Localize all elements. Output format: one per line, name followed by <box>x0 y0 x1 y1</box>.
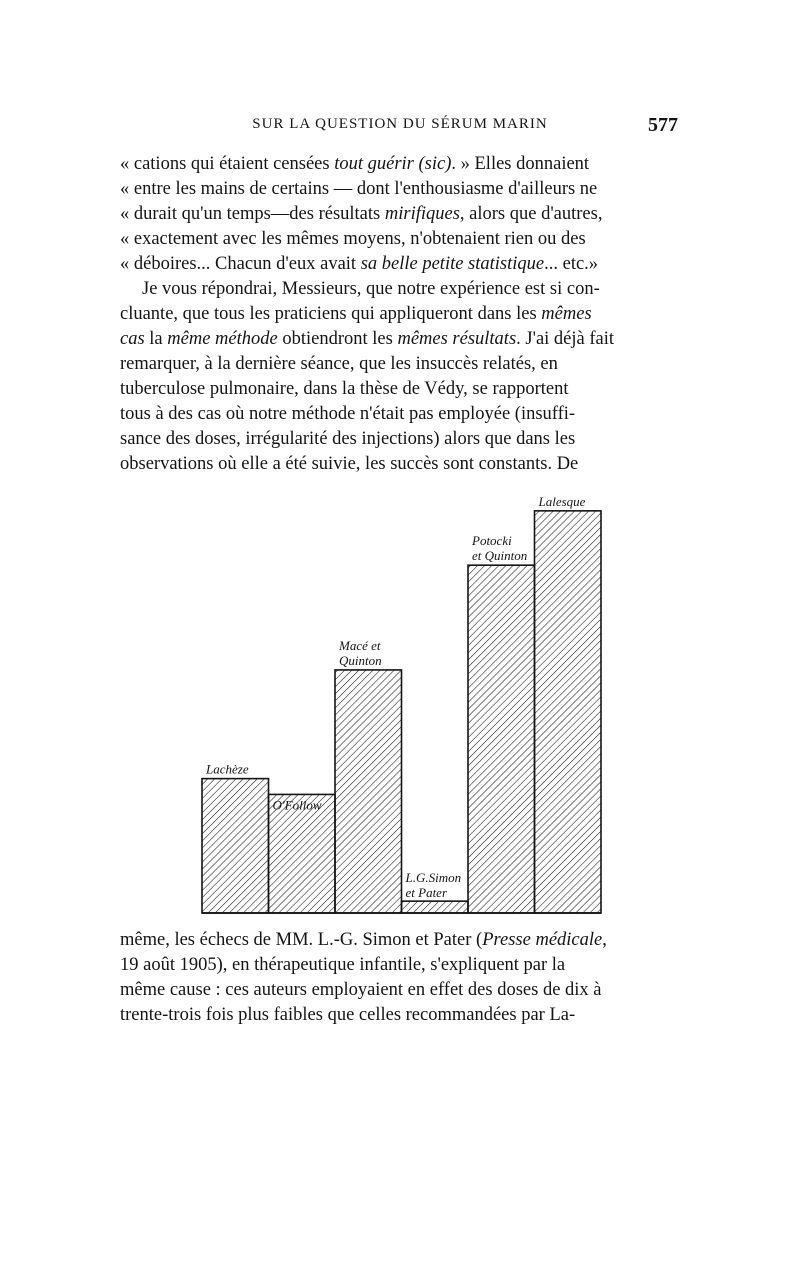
text-span: . » Elles donnaient <box>451 154 590 174</box>
bar-label-4-1: et Quinton <box>472 548 528 564</box>
bar-label-4-0: Potocki <box>472 533 512 549</box>
text-line <box>120 1003 676 1028</box>
body-text-bottom <box>120 928 676 1028</box>
bar-label-3-1: et Pater <box>405 885 448 901</box>
text-span: Je vous répondrai, Messieurs, que notre expérience est si con- <box>142 279 600 299</box>
text-span: tuberculose pulmonaire, dans la thèse de Védy, se rapportent <box>120 379 569 399</box>
italic-text: même méthode <box>167 329 278 349</box>
bar-label-5-0: Lalesque <box>538 493 586 509</box>
text-span: obtiendront les <box>277 329 398 349</box>
text-span: la <box>144 329 168 349</box>
text-line <box>120 327 676 352</box>
text-line <box>120 377 676 402</box>
italic-text: tout guérir (sic) <box>334 154 452 174</box>
text-line <box>120 427 676 452</box>
text-span: tous à des cas où notre méthode n'était pas employée (insuffi- <box>120 404 576 424</box>
text-span: même cause : ces auteurs employaient en effet des doses de dix à <box>120 980 602 1000</box>
bar-5 <box>535 511 602 913</box>
text-span: ... etc.» <box>544 254 599 274</box>
text-line <box>120 978 676 1003</box>
italic-text: cas <box>120 329 145 349</box>
text-line <box>120 352 676 377</box>
bar-chart-svg <box>190 478 620 923</box>
text-line <box>120 152 676 177</box>
text-line <box>120 227 676 252</box>
bar-label-1-0: O'Follow <box>272 797 322 813</box>
text-span: 19 août 1905), en thérapeutique infantile, s'expliquent par la <box>120 955 566 975</box>
text-span: sance des doses, irrégularité des injections) alors que dans les <box>120 429 576 449</box>
text-span: observations où elle a été suivie, les succès sont constants. De <box>120 454 579 474</box>
text-span: même, les échecs de MM. L.-G. Simon et Pater ( <box>120 930 483 950</box>
bar-label-2-1: Quinton <box>339 652 382 668</box>
text-line <box>120 953 676 978</box>
text-line <box>120 177 676 202</box>
text-span: remarquer, à la dernière séance, que les insuccès relatés, en <box>120 354 558 374</box>
text-line <box>120 302 676 327</box>
text-line <box>120 202 676 227</box>
text-span: « déboires... Chacun d'eux avait <box>120 254 361 274</box>
page-header <box>122 116 678 146</box>
italic-text: mêmes résultats <box>397 329 517 349</box>
bar-label-0-0: Lachèze <box>206 761 249 777</box>
text-line <box>120 402 676 427</box>
text-span: « cations qui étaient censées <box>120 154 335 174</box>
text-line <box>120 277 676 302</box>
text-span: , <box>602 930 607 950</box>
running-title: SUR LA QUESTION DU SÉRUM MARIN <box>252 116 548 132</box>
page-number: 577 <box>648 114 678 136</box>
italic-text: mirifiques <box>384 204 460 224</box>
bar-0 <box>202 779 269 913</box>
text-span: . J'ai déjà fait <box>516 329 615 349</box>
text-line <box>120 452 676 477</box>
bar-3 <box>402 901 469 913</box>
text-span: « entre les mains de certains — dont l'enthousiasme d'ailleurs ne <box>120 179 598 199</box>
text-span: « durait qu'un temps—des résultats <box>120 204 385 224</box>
italic-text: mêmes <box>541 304 592 324</box>
bar-label-3-0: L.G.Simon <box>405 870 462 886</box>
bar-4 <box>468 565 535 913</box>
bar-chart <box>190 478 620 923</box>
text-span: , alors que d'autres, <box>459 204 603 224</box>
text-line <box>120 252 676 277</box>
italic-text: sa belle petite statistique <box>360 254 545 274</box>
bar-label-2-0: Macé et <box>339 637 381 653</box>
text-span: trente-trois fois plus faibles que celles recommandées par La- <box>120 1005 576 1025</box>
text-line <box>120 928 676 953</box>
italic-text: Presse médicale <box>482 930 603 950</box>
text-span: « exactement avec les mêmes moyens, n'obtenaient rien ou des <box>120 229 586 249</box>
bar-2 <box>335 670 402 913</box>
body-text-top <box>120 152 676 477</box>
text-span: cluante, que tous les praticiens qui appliqueront dans les <box>120 304 542 324</box>
